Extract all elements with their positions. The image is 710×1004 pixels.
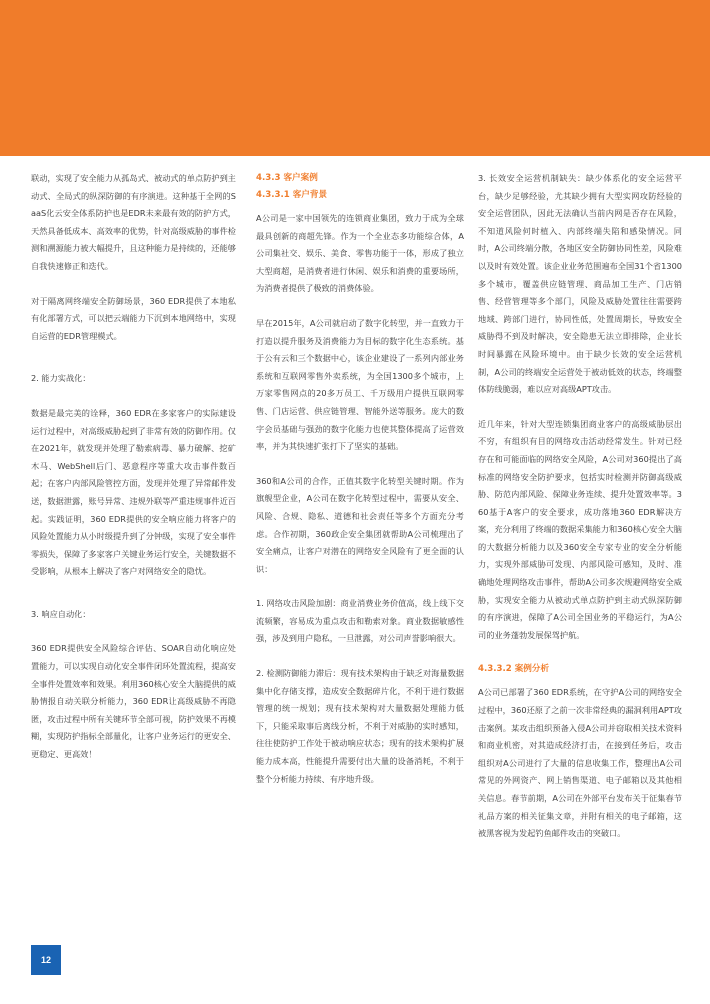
page-number: 12 <box>31 945 61 975</box>
paragraph: A公司已部署了360 EDR系统，在守护A公司的网络安全过程中，360还原了之前一次非常经典的漏洞利用APT攻击案例。某攻击组织预备入侵A公司并窃取相关技术资料和商业机密，对其造成经济打击，在接到任务后，攻击组织对A公司进行了大量的信息收集工作，整理出A公司常见的外网资产、网上销售渠道、电子邮箱以及其他相关信息。春节前期，A公司在外部平台发布关于征集春节礼品方案的相关征集文章，并附有相关的电子邮箱，这被黑客视为发起钓鱼邮件攻击的突破口。 <box>478 687 682 839</box>
paragraph: A公司是一家中国领先的连锁商业集团，致力于成为全球最具创新的商超先锋。作为一个全业态多功能综合体，A公司集社交、娱乐、美食、零售功能于一体，形成了独立大型商超，是消费者进行休闲、娱乐和消费的重要场所，为消费者提供了极致的消费体验。 <box>256 213 464 294</box>
paragraph: 2. 检测防御能力滞后：现有技术架构由于缺乏对海量数据集中化存储支撑，造成安全数据碎片化，不利于进行数据管理的统一规划；现有技术架构对大量数据处理能力低下，只能采取事后离线分析，不利于对威胁的实时感知，往往使防护工作处于被动响应状态；现有的技术架构扩展能力成本高，性能提升需要付出大量的设备消耗，不利于整个分析能力持续、有序地升级。 <box>256 668 464 784</box>
text-column-left <box>31 170 236 781</box>
paragraph: 数据是最完美的诠释，360 EDR在多家客户的实际建设运行过程中，对高级威胁起到了非常有效的防御作用。仅在2021年，就发现并处理了勒索病毒、暴力破解、挖矿木马、WebShell后门、恶意程序等重大攻击事件数百起；在客户内部风险管控方面，发现并处理了异常邮件发送，数据泄露，账号异常、违规外联等严重违规事件近百起。实践证明，360 EDR提供的安全响应能力将客户的风险处置能力从小时级提升到了分钟级，实现了安全事件零损失，保障了多家客户关键业务运行安全，关键数据不受影响，从根本上解决了客户对网络安全的隐忧。 <box>31 407 236 577</box>
text-column-right <box>478 170 682 860</box>
subsection-heading: 4.3.3.1 客户背景 <box>256 190 328 200</box>
section-subtitle: 2. 能力实战化： <box>31 373 91 384</box>
paragraph: 360 EDR提供安全风险综合评估、SOAR自动化响应处置能力，可以实现自动化安全事件闭环处置流程，提高安全事件处置效率和效果。利用360核心安全大脑提供的威胁情报自动关联分析能力，360 EDR让高级威胁不再隐匿，攻击过程中所有关键环节全部可视，防护效果不再模糊，实现防护指标全部量化，让客户业务运行的更安全、更稳定、更高效！ <box>31 643 236 760</box>
paragraph: 360和A公司的合作，正值其数字化转型关键时期。作为旗舰型企业，A公司在数字化转型过程中，需要从安全、风险、合规、隐私、道德和社会责任等多个方面充分考虑。合作初期，360政企安全集团就帮助A公司梳理出了安全痛点，让客户对潜在的网络安全风险有了更全面的认识： <box>256 475 464 574</box>
paragraph: 近几年来，针对大型连锁集团商业客户的高级威胁层出不穷，有组织有目的网络攻击活动经常发生。针对已经存在和可能面临的网络安全风险，A公司对360提出了高标准的网络安全防护要求，包括实时检测并防御高级威胁、防范内部风险、保障业务连续、提升处置效率等。360基于A客户的安全要求，成功落地360 EDR解决方案，充分利用了终端的数据采集能力和360核心安全大脑的大数据分析能力以及360安全专家专业的安全分析能力，实现外部威胁可发现、内部风险可感知，及时、准确地处理网络攻击事件，帮助A公司多次规避网络安全威胁，实现安全能力从被动式单点防护到主动式纵深防御的有序演进，保障了A公司全国业务的平稳运行，为A公司的业务蓬勃发展保驾护航。 <box>478 418 682 640</box>
paragraph: 联动，实现了安全能力从孤岛式、被动式的单点防护到主动式、全局式的纵深防御的有序演进。这种基于全网的SaaS化云安全体系防护也是EDR未来最有效的防护方式，天然具备低成本、高效率的优势，针对高级威胁的事件检测和溯源能力被大幅提升，且这种能力是持续的，还能够自我快速修正和迭代。 <box>31 173 236 271</box>
section-heading: 4.3.3 客户案例 <box>256 173 318 183</box>
section-subtitle: 3. 响应自动化： <box>31 608 91 619</box>
paragraph: 对于隔离网终端安全防御场景，360 EDR提供了本地私有化部署方式，可以把云端能力下沉到本地网络中，实现自运营的EDR管理模式。 <box>31 295 236 341</box>
subsection-heading: 4.3.3.2 案例分析 <box>478 664 550 675</box>
paragraph: 早在2015年，A公司就启动了数字化转型，并一直致力于打造以提升服务及消费能力为目标的数字化生态系统。基于公有云和三个数据中心，该企业建设了一系列内部业务系统和互联网零售外卖系统，为全国1300多个城市，上万家零售网点的20多万员工、千万级用户提供互联网零售、门店运营、供应链管理、智能外送等服务。庞大的数字会员基础与强劲的数字化能力也使其整体提高了运营效率，并为其快速扩张打下了坚实的基础。 <box>256 317 464 452</box>
text-column-middle <box>256 170 464 805</box>
paragraph: 1. 网络攻击风险加剧：商业消费业务价值高，线上线下交流频繁，容易成为重点攻击和勒索对象。商业数据敏感性强，涉及到用户隐私，一旦泄露，对公司声誉影响很大。 <box>256 598 464 644</box>
header-color-band <box>0 0 710 156</box>
paragraph: 3. 长效安全运营机制缺失：缺少体系化的安全运营平台，缺少足够经验，尤其缺少拥有大型实网攻防经验的安全运营团队，因此无法确认当前内网是否存在风险，不知道风险何时植入、内部终端失陷和感染情况。同时，A公司终端分散，各地区安全防御协同性差，风险难以及时有效处置。该企业业务范围遍布全国31个省1300多个城市，覆盖供应链管理、商品加工生产、门店销售、经营管理等多个部门，风险及威胁处置往往需要跨地域、跨部门进行，协同性低，处置周期长，导致安全威胁得不到及时解决，安全隐患无法立即排除，企业长时间暴露在风险环境中。由于缺少长效的安全运营机制，A公司的终端安全运营处于被动低效的状态，终端整体防线脆弱，难以应对高级APT攻击。 <box>478 173 682 395</box>
